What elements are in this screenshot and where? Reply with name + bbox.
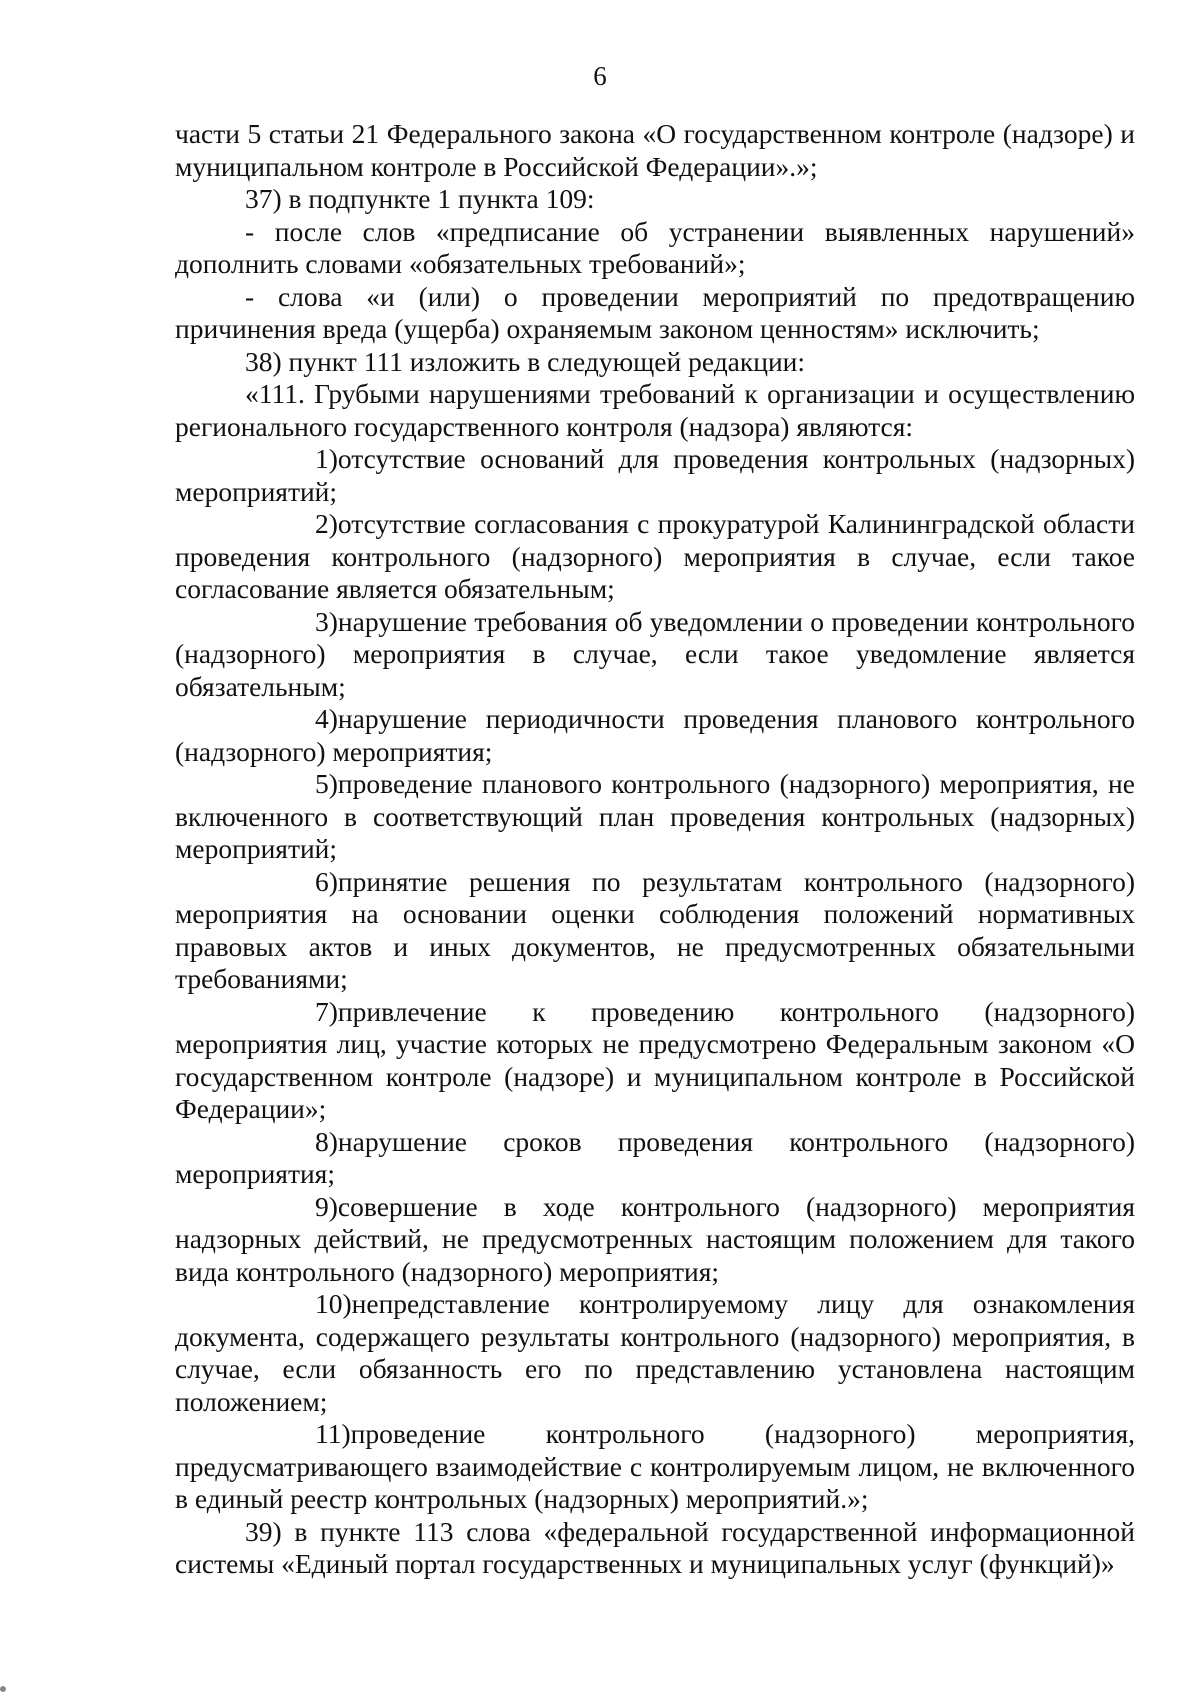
list-item	[175, 866, 1135, 996]
paragraph-item-38	[175, 346, 1135, 379]
paragraph-text: 39) в пункте 113 слова «федеральной государственной информационной системы «Единый портал государственных и муниципальных услуг (функций)»	[175, 1515, 1135, 1579]
list-item-number: 4)	[315, 703, 338, 734]
scan-speck	[0, 1686, 6, 1692]
list-item	[175, 996, 1135, 1126]
list-item-number: 2)	[315, 508, 338, 539]
list-item-text: отсутствие оснований для проведения контрольных (надзорных) мероприятий;	[175, 443, 1135, 507]
list-item-number: 10)	[315, 1288, 352, 1319]
list-item	[175, 508, 1135, 606]
page-number: 6	[593, 61, 607, 91]
list-item	[175, 1191, 1135, 1289]
list-item-number: 6)	[315, 865, 338, 897]
list-item	[175, 443, 1135, 508]
list-item	[175, 606, 1135, 704]
paragraph-item-37	[175, 183, 1135, 216]
list-item-number: 7)	[315, 995, 338, 1027]
list-item-text: непредставление контролируемому лицу для ознакомления документа, содержащего результаты контрольного (надзорного) мероприятия, в случае, если обязанность его по представлению установлена настоящим положением;	[175, 1288, 1135, 1417]
list-item	[175, 703, 1135, 768]
list-item-text: отсутствие согласования с прокуратурой Калининградской области проведения контрольного (надзорного) мероприятия в случае, если такое согласование является обязательным;	[175, 508, 1135, 604]
paragraph-text: части 5 статьи 21 Федерального закона «О государственном контроле (надзоре) и муниципальном контроле в Российской Федерации».»;	[175, 118, 1135, 182]
list-item	[175, 1288, 1135, 1418]
list-item-number: 11)	[315, 1418, 351, 1449]
paragraph-text: - после слов «предписание об устранении выявленных нарушений» дополнить словами «обязательных требований»;	[175, 215, 1135, 279]
list-item-text: проведение планового контрольного (надзорного) мероприятия, не включенного в соответствующий план проведения контрольных (надзорных) мероприятий;	[175, 768, 1135, 864]
list-item	[175, 1418, 1135, 1516]
paragraph-text: 37) в подпункте 1 пункта 109:	[245, 183, 595, 214]
list-item-number: 1)	[315, 443, 338, 474]
paragraph-continuation	[175, 118, 1135, 183]
list-item	[175, 768, 1135, 866]
list-item-text: привлечение к проведению контрольного (надзорного) мероприятия лиц, участие которых не предусмотрено Федеральным законом «О государственном контроле (надзоре) и муниципальном контроле в Российской Федерации»;	[175, 995, 1135, 1124]
paragraph-item-39	[175, 1516, 1135, 1581]
paragraph-dash-2	[175, 281, 1135, 346]
list-item-text: нарушение требования об уведомлении о проведении контрольного (надзорного) мероприятия в случае, если такое уведомление является обязательным;	[175, 605, 1135, 702]
list-item-text: совершение в ходе контрольного (надзорного) мероприятия надзорных действий, не предусмотренных настоящим положением для такого вида контрольного (надзорного) мероприятия;	[175, 1190, 1135, 1287]
list-item-number: 3)	[315, 605, 338, 637]
paragraph-text: - слова «и (или) о проведении мероприятий по предотвращению причинения вреда (ущерба) охраняемым законом ценностям» исключить;	[175, 280, 1135, 344]
list-item-text: нарушение периодичности проведения планового контрольного (надзорного) мероприятия;	[175, 703, 1135, 767]
list-item-number: 5)	[315, 768, 338, 799]
paragraph-point-111	[175, 378, 1135, 443]
list-item	[175, 1126, 1135, 1191]
list-item-text: принятие решения по результатам контрольного (надзорного) мероприятия на основании оценки соблюдения положений нормативных правовых актов и иных документов, не предусмотренных обязательными требованиями;	[175, 865, 1135, 994]
paragraph-text: 38) пункт 111 изложить в следующей редакции:	[245, 345, 806, 377]
list-item-number: 8)	[315, 1125, 338, 1157]
list-item-text: нарушение сроков проведения контрольного (надзорного) мероприятия;	[175, 1125, 1135, 1189]
list-item-text: проведение контрольного (надзорного) мероприятия, предусматривающего взаимодействие с контролируемым лицом, не включенного в единый реестр контрольных (надзорных) мероприятий.»;	[175, 1418, 1135, 1514]
document-body	[175, 118, 1135, 1581]
list-item-number: 9)	[315, 1190, 338, 1222]
paragraph-dash-1	[175, 216, 1135, 281]
paragraph-text: «111. Грубыми нарушениями требований к организации и осуществлению регионального государственного контроля (надзора) являются:	[175, 378, 1135, 442]
